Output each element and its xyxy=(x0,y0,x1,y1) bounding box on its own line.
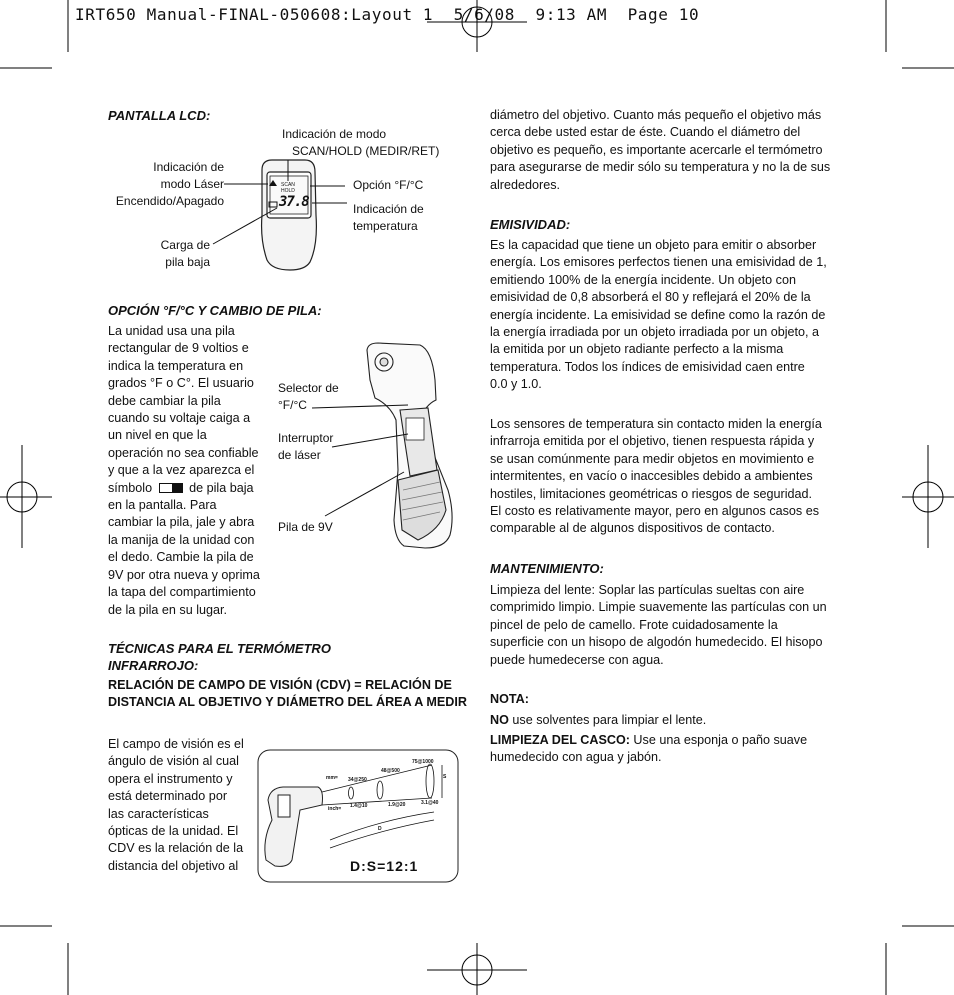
mantenimiento-text xyxy=(490,582,850,669)
nota-text xyxy=(490,712,850,729)
text-line: indica la temperatura en xyxy=(108,358,244,373)
ds-d-label: D xyxy=(378,826,382,832)
lcd-hold: HOLD xyxy=(281,188,295,194)
text-line: energía incidente. La emisividad se define como la razón de xyxy=(490,307,826,322)
text-line: energía. Los emisores perfectos tienen una emisividad de 1, xyxy=(490,255,827,270)
intro-text xyxy=(490,107,850,194)
text-line: cambiar la pila, jale y abra xyxy=(108,515,255,530)
text-line: distancia del objetivo al xyxy=(108,858,239,873)
label-interruptor-1: Interruptor xyxy=(278,431,334,445)
text-line: el dedo. Cambie la pila de xyxy=(108,550,254,565)
emisividad-heading: EMISIVIDAD: xyxy=(490,217,571,232)
cdv-title-2: DISTANCIA AL OBJETIVO Y DIÁMETRO DEL ÁREA A MEDIR xyxy=(108,695,467,709)
text-line: debe cambiar la pila xyxy=(108,393,221,408)
lcd-scan: SCAN xyxy=(281,182,295,188)
mantenimiento-heading: MANTENIMIENTO: xyxy=(490,561,604,576)
label-laser-3: Encendido/Apagado xyxy=(115,194,224,208)
nota-label: NOTA: xyxy=(490,692,529,706)
text-line: símbolo de pila baja xyxy=(108,480,254,495)
tecnicas-heading-2: INFRARROJO: xyxy=(108,658,199,673)
text-line: de la pila en su lugar. xyxy=(108,602,228,617)
text-line: CDV es la relación de la xyxy=(108,841,244,856)
text-line: puede humedecerse con agua. xyxy=(490,652,664,667)
emisividad-text xyxy=(490,237,850,394)
text-line: humedecido con agua y jabón. xyxy=(490,750,662,765)
label-modo-1: Indicación de modo xyxy=(282,127,387,141)
text-line: ángulo de visión al cual xyxy=(108,754,239,769)
nota-no: NO xyxy=(490,713,509,727)
battery-heading: OPCIÓN °F/°C Y CAMBIO DE PILA: xyxy=(108,303,322,318)
nota-body: use solventes para limpiar el lente. xyxy=(508,713,707,727)
text-line: 9V por otra nueva y oprima xyxy=(108,567,260,582)
text-line: temperatura. Todos los índices de emisividad caen entre xyxy=(490,359,805,374)
text-line: Los sensores de temperatura sin contacto miden la energía xyxy=(490,417,822,431)
lcd-reading: 37.8 xyxy=(279,194,309,210)
text-line: intermitentes, en vacío o inaccesibles debido a ambientes xyxy=(490,469,813,484)
text-line: la manija de la unidad con xyxy=(108,532,255,547)
ds-inch-label: inch= xyxy=(328,806,342,812)
text-line: ópticas de la unidad. El xyxy=(108,824,239,839)
text-line: 0.0 y 1.0. xyxy=(490,377,542,392)
label-modo-2: SCAN/HOLD (MEDIR/RET) xyxy=(292,144,440,158)
ds-mm-2: 48@500 xyxy=(381,768,400,774)
label-temp-2: temperatura xyxy=(353,219,418,233)
text-line: Es la capacidad que tiene un objeto para emitir o absorber xyxy=(490,238,817,252)
ds-mm-1: 34@250 xyxy=(348,777,367,783)
ds-mm-label: mm= xyxy=(326,775,338,781)
lcd-heading: PANTALLA LCD: xyxy=(108,108,211,123)
text-line: superficie con un hisopo de algodón humedecido. El hisopo xyxy=(490,635,823,650)
text-line: comprimido limpio. Limpie suavemente las partículas con un xyxy=(490,600,827,615)
ds-inch-1: 1.4@10 xyxy=(350,803,368,809)
text-line: emitiendo 100% de la energía incidente. Un objeto con xyxy=(490,272,796,287)
text-line: operación no sea confiable xyxy=(108,445,259,460)
label-laser-1: Indicación de xyxy=(153,160,224,174)
ds-ratio: D:S=12:1 xyxy=(350,858,419,874)
text-line: emisividad de 0,8 absorberá el 80 y reflejará el 20% de la xyxy=(490,290,811,305)
label-batt-2: pila baja xyxy=(165,255,210,269)
text-line: la tapa del compartimiento xyxy=(108,585,256,600)
text-line: las características xyxy=(108,806,209,821)
text-line: cuando su voltaje caiga a xyxy=(108,411,251,426)
label-selector-2: °F/°C xyxy=(278,398,307,412)
text-line: La unidad usa una pila xyxy=(108,324,235,338)
text-line: se usan comúnmente para medir objetos en movimiento e xyxy=(490,451,815,466)
text-line: objetivo es pequeño, es importante acercarle el termómetro xyxy=(490,142,823,157)
text-line: en la pantalla. Para xyxy=(108,498,217,513)
text-line: está determinado por xyxy=(108,789,228,804)
text-line: para asegurarse de medir sólo su temperatura y no la de sus xyxy=(490,160,831,175)
text-line: hostiles, limitaciones geométricas o riesgos de seguridad. xyxy=(490,486,813,501)
text-line: Limpieza del lente: Soplar las partículas sueltas con aire xyxy=(490,583,805,597)
cdv-title-1: RELACIÓN DE CAMPO DE VISIÓN (CDV) = RELACIÓN DE xyxy=(108,678,452,692)
label-interruptor-2: de láser xyxy=(278,448,321,462)
label-batt-1: Carga de xyxy=(160,238,210,252)
limpieza-label: LIMPIEZA DEL CASCO: xyxy=(490,733,630,747)
text-line: opera el instrumento y xyxy=(108,771,233,786)
label-fc: Opción °F/°C xyxy=(353,178,424,192)
text-line: alrededores. xyxy=(490,177,561,192)
print-header: IRT650 Manual-FINAL-050608:Layout 1 5/6/08 9:13 AM Page 10 xyxy=(75,5,700,24)
text-line: y que a la vez aparezca el xyxy=(108,463,255,478)
text-line: diámetro del objetivo. Cuanto más pequeño el objetivo más xyxy=(490,108,822,122)
limpieza-body: Use una esponja o paño suave xyxy=(629,733,808,747)
label-selector-1: Selector de xyxy=(278,381,339,395)
text-line: pincel de pelo de camello. Frote cuidadosamente la xyxy=(490,617,778,632)
text-line: El costo es relativamente mayor, pero en algunos casos es xyxy=(490,504,820,519)
ds-inch-3: 3.1@40 xyxy=(421,800,439,806)
sensores-text xyxy=(490,416,850,538)
label-temp-1: Indicación de xyxy=(353,202,424,216)
text-line: El campo de visión es el xyxy=(108,737,244,751)
text-line: infrarroja emitida por el objetivo, tienen respuesta rápida y xyxy=(490,434,815,449)
text-line: grados °F o C°. El usuario xyxy=(108,376,254,391)
label-laser-2: modo Láser xyxy=(160,177,224,191)
text-line: cerca debe usted estar de éste. Cuando el diámetro del xyxy=(490,125,801,140)
ds-mm-3: 75@1000 xyxy=(412,759,434,765)
text-line: comparable al de algunos dispositivos de contacto. xyxy=(490,521,775,536)
limpieza-text xyxy=(490,732,850,767)
text-line: la emitida por un objeto radiante perfecto a la misma xyxy=(490,342,784,357)
tecnicas-heading-1: TÉCNICAS PARA EL TERMÓMETRO xyxy=(108,641,331,656)
label-pila: Pila de 9V xyxy=(278,520,333,534)
ds-s-label: S xyxy=(443,774,447,780)
text-line xyxy=(490,732,850,749)
text-line: la energía irradiada por un objeto irradiada por un objeto, a xyxy=(490,325,820,340)
text-line: rectangular de 9 voltios e xyxy=(108,341,249,356)
ds-inch-2: 1.9@20 xyxy=(388,802,406,808)
text-line: un nivel en que la xyxy=(108,428,207,443)
